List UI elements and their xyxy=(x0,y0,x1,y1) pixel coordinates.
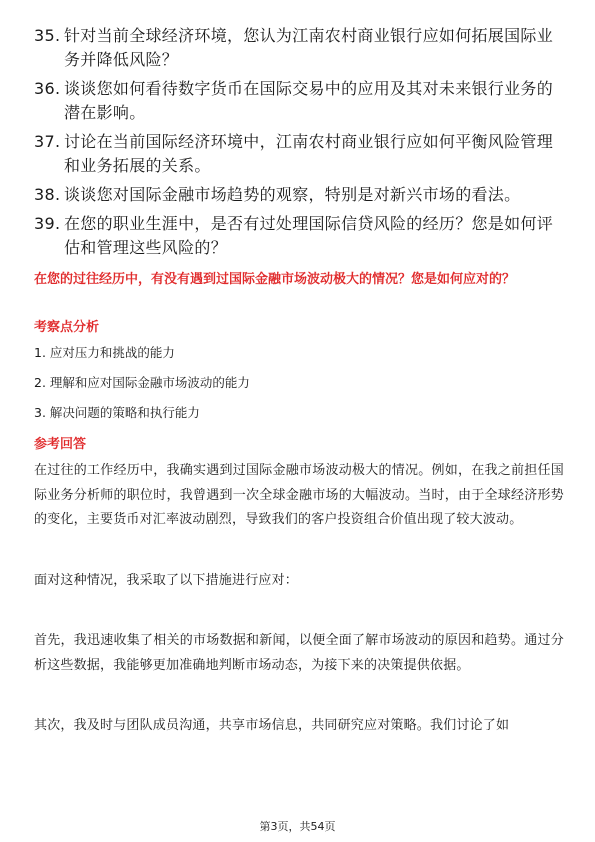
answer-paragraph: 在过往的工作经历中，我确实遇到过国际金融市场波动极大的情况。例如，在我之前担任国际业务分析师的职位时，我曾遇到一次全球金融市场的大幅波动。当时，由于全球经济形势的变化，主要货币对汇率波动剧烈，导致我们的客户投资组合价值出现了较大波动。 xyxy=(34,463,564,527)
question-number: 36. xyxy=(34,79,61,98)
analysis-heading: 考察点分析 xyxy=(34,320,100,335)
answer-heading: 参考回答 xyxy=(34,437,87,452)
question-item xyxy=(34,77,564,125)
question-text: 在您的职业生涯中，是否有过处理国际信贷风险的经历？您是如何评估和管理这些风险的？ xyxy=(64,214,554,257)
featured-question: 在您的过往经历中，有没有遇到过国际金融市场波动极大的情况？您是如何应对的？ xyxy=(34,272,516,287)
question-number: 37. xyxy=(34,132,61,151)
answer-body xyxy=(34,459,564,739)
answer-paragraph: 面对这种情况，我采取了以下措施进行应对： xyxy=(34,572,299,588)
question-number: 38. xyxy=(34,185,61,204)
answer-paragraph: 首先，我迅速收集了相关的市场数据和新闻，以便全面了解市场波动的原因和趋势。通过分析这些数据，我能够更加准确地判断市场动态，为接下来的决策提供依据。 xyxy=(34,633,564,673)
analysis-point: 3. 解决问题的策略和执行能力 xyxy=(34,405,200,420)
question-item xyxy=(34,212,564,260)
analysis-point-list xyxy=(34,344,564,434)
question-text: 针对当前全球经济环境，您认为江南农村商业银行应如何拓展国际业务并降低风险？ xyxy=(64,26,554,69)
question-text: 谈谈您如何看待数字货币在国际交易中的应用及其对未来银行业务的潜在影响。 xyxy=(64,79,554,122)
question-text: 讨论在当前国际经济环境中，江南农村商业银行应如何平衡风险管理和业务拓展的关系。 xyxy=(64,132,554,175)
question-item xyxy=(34,130,564,178)
question-number: 35. xyxy=(34,26,61,45)
question-item xyxy=(34,24,564,72)
question-item xyxy=(34,183,564,207)
question-text: 谈谈您对国际金融市场趋势的观察，特别是对新兴市场的看法。 xyxy=(64,185,521,204)
analysis-point: 1. 应对压力和挑战的能力 xyxy=(34,345,175,360)
page-footer: 第3页，共54页 xyxy=(259,820,336,833)
question-number: 39. xyxy=(34,214,61,233)
answer-paragraph: 其次，我及时与团队成员沟通，共享市场信息，共同研究应对策略。我们讨论了如 xyxy=(34,718,510,733)
question-list xyxy=(34,24,564,265)
analysis-point: 2. 理解和应对国际金融市场波动的能力 xyxy=(34,375,250,390)
